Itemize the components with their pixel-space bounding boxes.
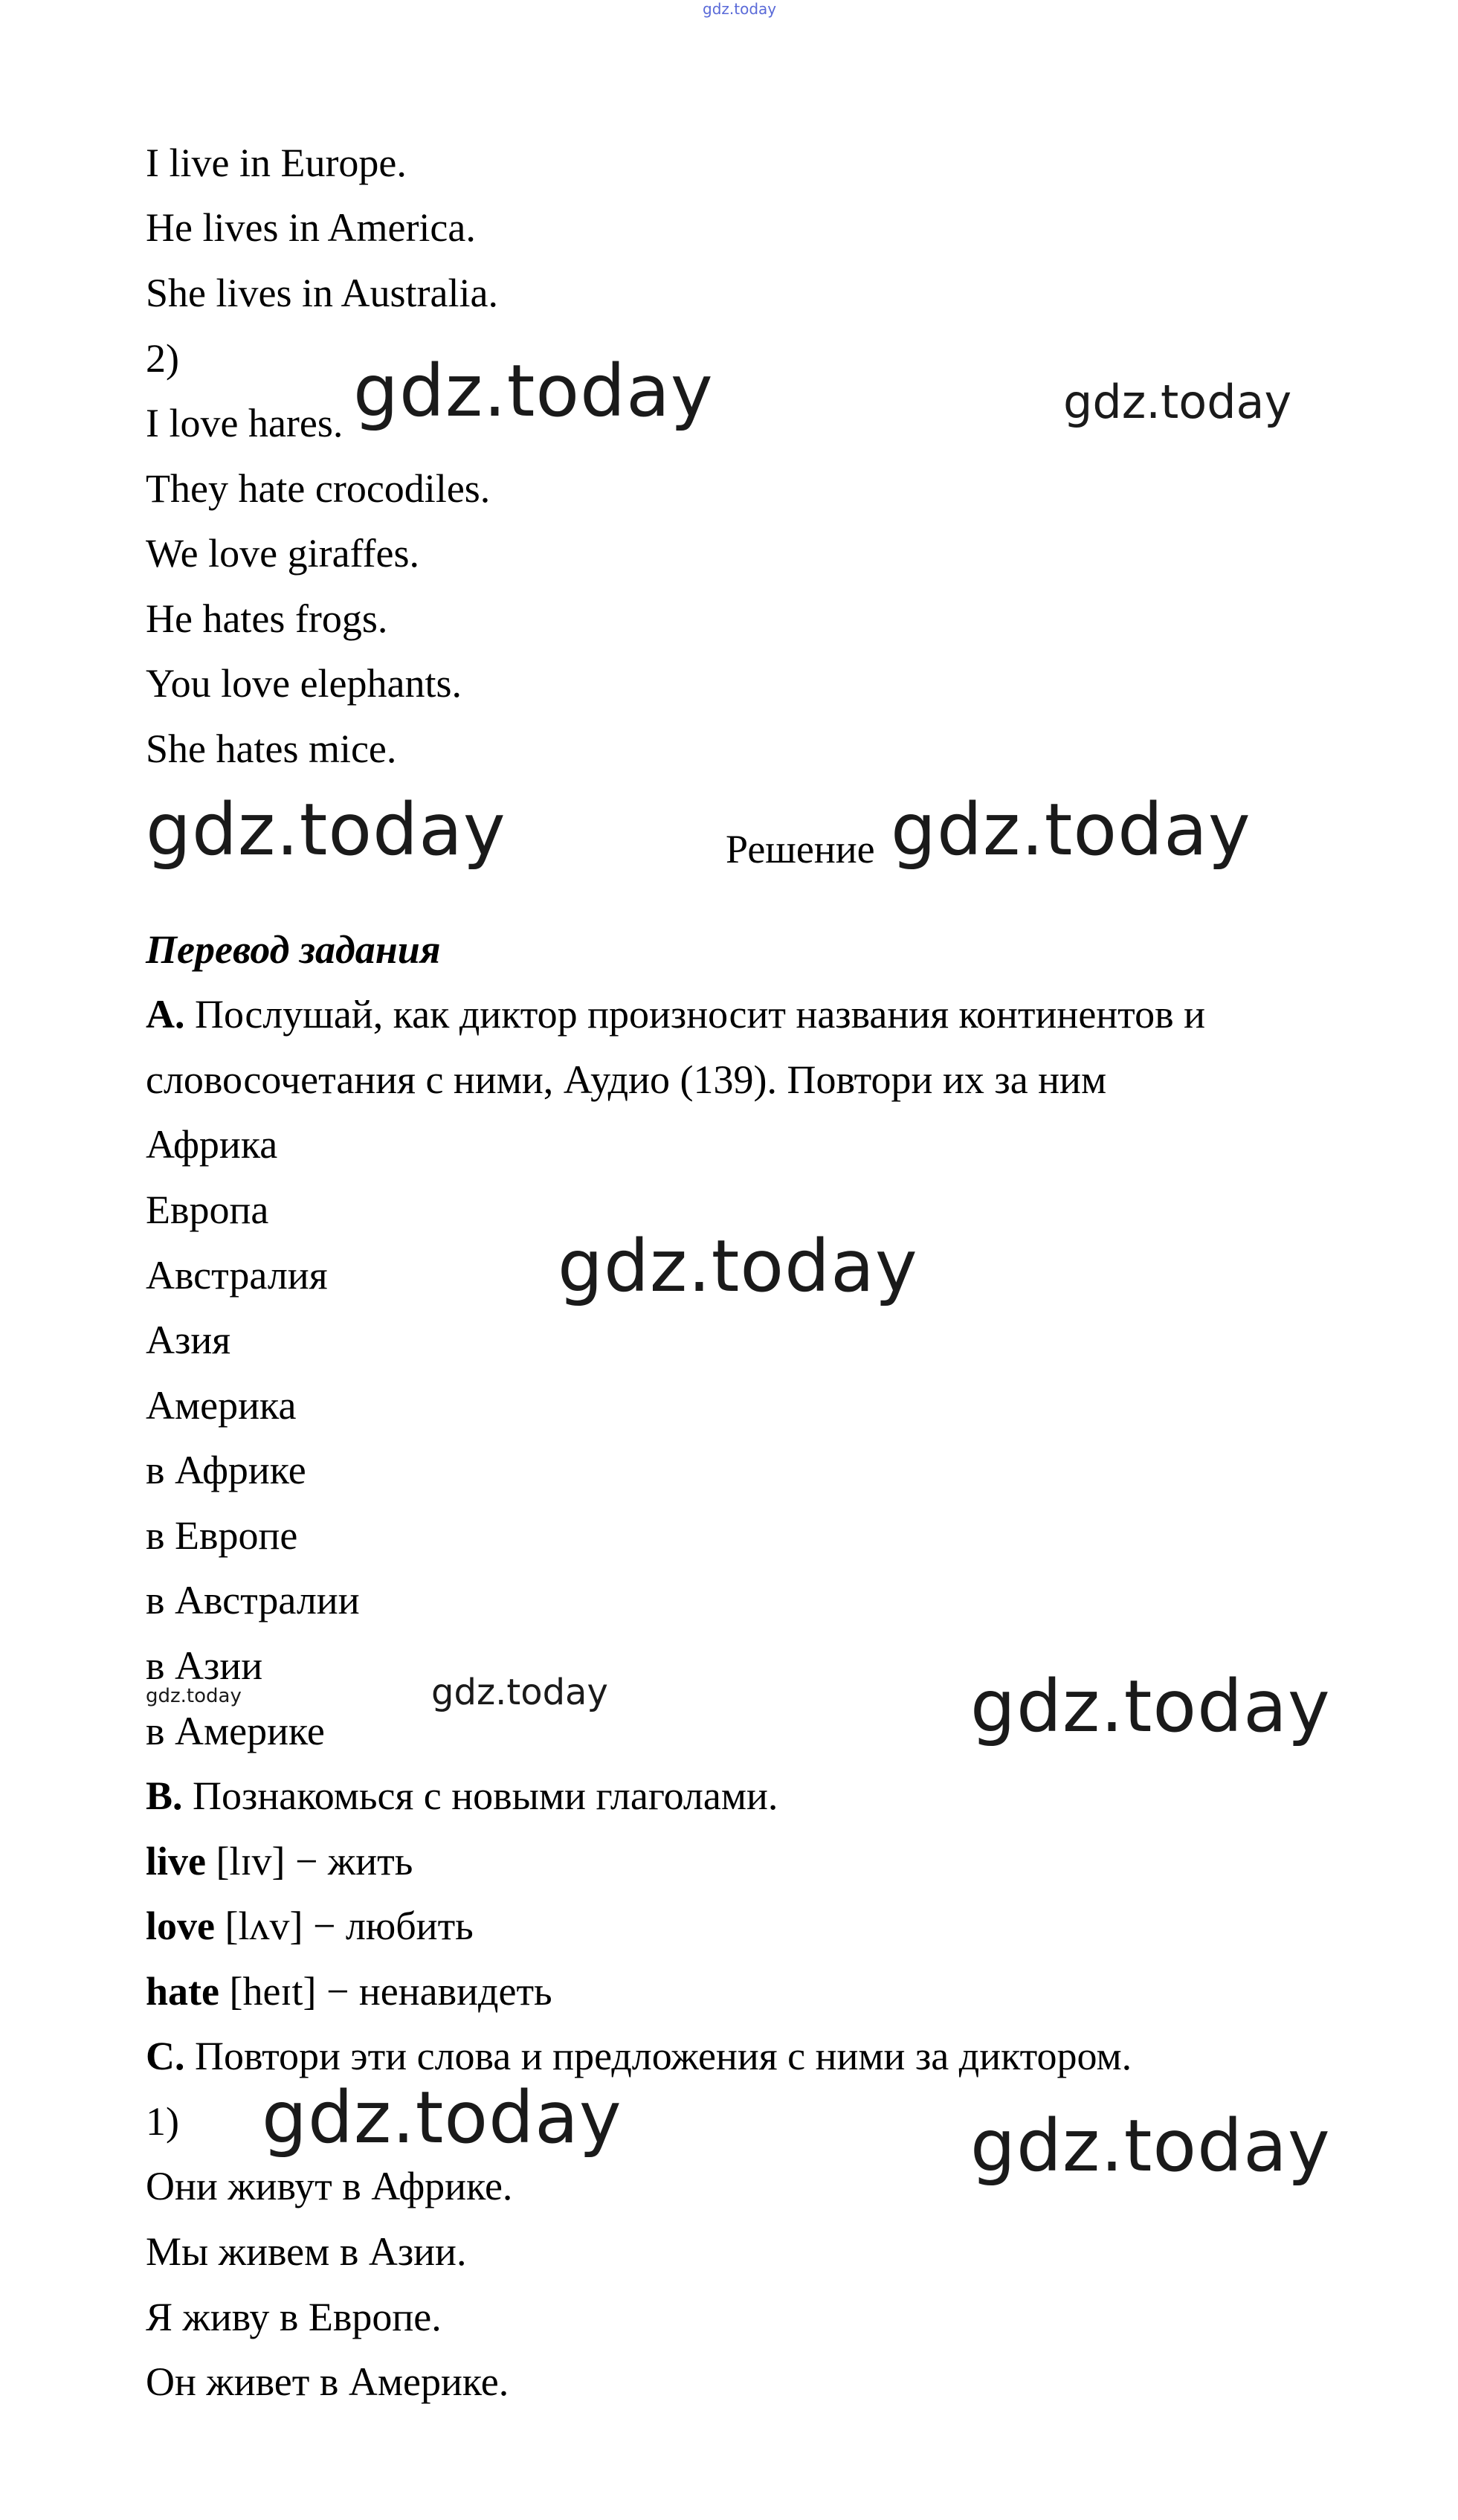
translation-heading: Перевод задания (146, 927, 441, 972)
task-a-description: Послушай, как диктор произносит названия континентов и (195, 992, 1205, 1037)
task-c-letter: C. (146, 2034, 185, 2078)
word-item: Азия (146, 1318, 231, 1362)
sentence-line: She lives in Australia. (146, 271, 498, 315)
sentence-line: She hates mice. (146, 726, 397, 771)
word-item: в Европе (146, 1513, 298, 1558)
verb-meaning: − любить (312, 1904, 474, 1948)
word-item: Европа (146, 1188, 269, 1232)
task-c-text (146, 2036, 1132, 2076)
watermark[interactable]: gdz.today (431, 1672, 608, 1713)
sentence-line: Мы живем в Азии. (146, 2229, 467, 2274)
task-a-text-cont: словосочетания с ними, Аудио (139). Повтори их за ним (146, 1057, 1107, 1102)
sentence-line: You love elephants. (146, 661, 462, 706)
list-number: 1) (146, 2099, 179, 2144)
verb-transcription: [heɪt] (229, 1969, 317, 2014)
sentence-line: Они живут в Африке. (146, 2164, 513, 2208)
list-number: 2) (146, 336, 179, 381)
verb-entry (146, 1841, 413, 1881)
sentence-line: They hate crocodiles. (146, 466, 491, 511)
word-item: Африка (146, 1122, 278, 1167)
watermark[interactable]: gdz.today (146, 1685, 242, 1707)
solution-label: Решение (726, 827, 875, 871)
watermark[interactable]: gdz.today (1063, 375, 1292, 429)
task-a-letter: A. (146, 992, 185, 1037)
task-b-text (146, 1773, 778, 1818)
verb-transcription: [lɪv] (216, 1839, 286, 1883)
verb-transcription: [lʌv] (225, 1904, 303, 1948)
word-item: в Америке (146, 1709, 325, 1753)
sentence-line: We love giraffes. (146, 531, 420, 576)
task-a-text (146, 992, 1205, 1037)
sentence-line: Я живу в Европе. (146, 2295, 442, 2339)
verb-word: hate (146, 1969, 219, 2014)
word-item: в Австралии (146, 1578, 360, 1622)
verb-meaning: − жить (294, 1839, 413, 1883)
word-item: Америка (146, 1383, 297, 1428)
task-c-description: Повтори эти слова и предложения с ними за диктором. (195, 2034, 1132, 2078)
word-item: в Азии (146, 1643, 263, 1688)
watermark[interactable]: gdz.today (262, 2076, 622, 2159)
sentence-line: He lives in America. (146, 205, 476, 250)
watermark-top[interactable]: gdz.today (703, 0, 777, 18)
verb-entry (146, 1969, 552, 2014)
watermark[interactable]: gdz.today (891, 788, 1251, 871)
verb-word: live (146, 1839, 206, 1883)
watermark[interactable]: gdz.today (353, 349, 714, 433)
sentence-line: He hates frogs. (146, 596, 388, 641)
sentence-line: I live in Europe. (146, 141, 407, 185)
watermark[interactable]: gdz.today (146, 788, 506, 871)
word-item: в Африке (146, 1448, 306, 1492)
watermark[interactable]: gdz.today (558, 1225, 918, 1308)
word-item: Австралия (146, 1253, 328, 1298)
watermark[interactable]: gdz.today (970, 2104, 1331, 2188)
watermark[interactable]: gdz.today (970, 1665, 1331, 1748)
sentence-line: I love hares. (146, 401, 343, 445)
task-b-description: Познакомься с новыми глаголами. (193, 1773, 778, 1818)
sentence-line: Он живет в Америке. (146, 2359, 509, 2404)
verb-word: love (146, 1904, 215, 1948)
task-b-letter: B. (146, 1773, 183, 1818)
verb-meaning: − ненавидеть (326, 1969, 552, 2014)
verb-entry (146, 1906, 474, 1946)
